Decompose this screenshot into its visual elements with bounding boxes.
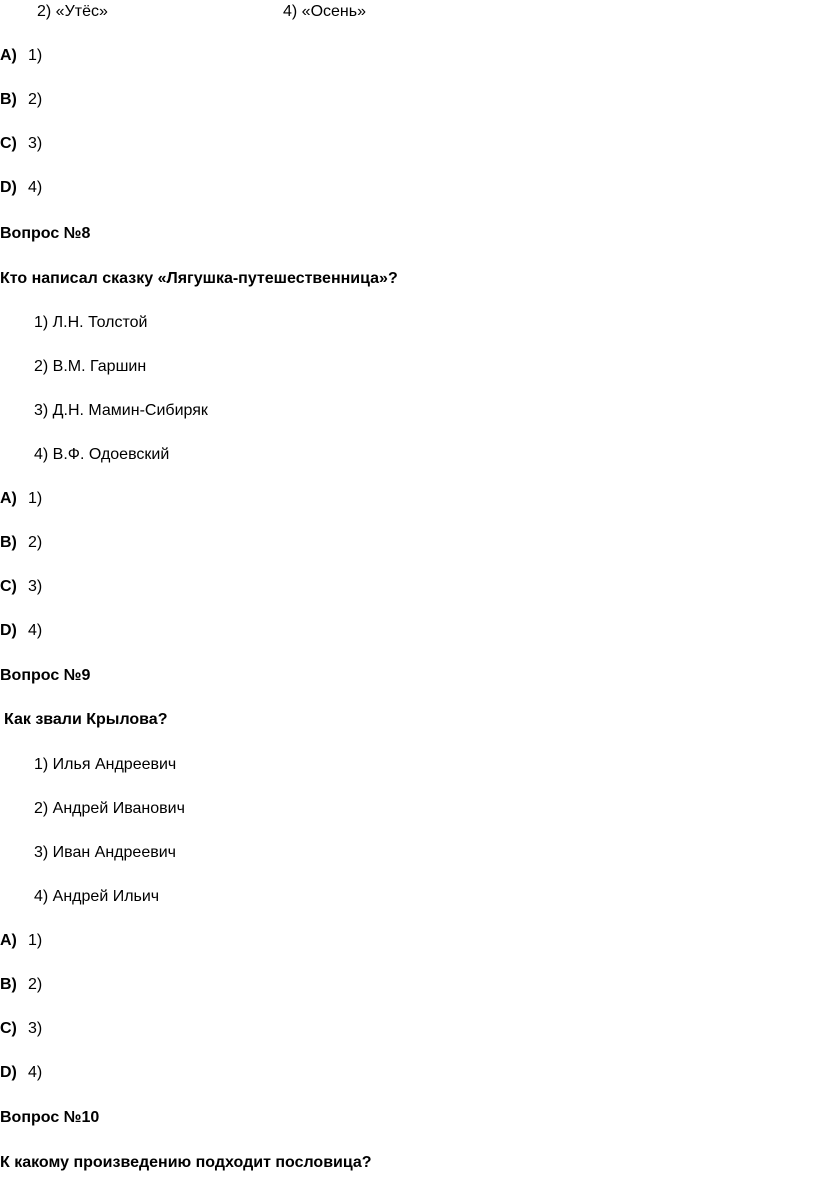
answer-row-c [0,1019,42,1039]
answer-value: 1) [28,47,43,64]
answer-row-d [0,1063,42,1083]
answer-value: 1) [28,490,43,507]
option-item: 4) В.Ф. Одоевский [34,446,170,463]
answer-letter: D) [0,179,17,196]
option-item: 2) В.М. Гаршин [34,358,147,375]
question-title: Вопрос №9 [0,667,91,684]
option-item: 3) Д.Н. Мамин-Сибиряк [34,402,208,419]
answer-row-b [0,975,42,995]
answer-letter: B) [0,91,17,108]
answer-letter: C) [0,578,17,595]
question-text: Кто написал сказку «Лягушка-путешественница»? [0,270,398,287]
option-item: 2) Андрей Иванович [34,800,185,817]
answer-row-c [0,577,42,597]
answer-value: 2) [28,91,43,108]
answer-letter: A) [0,490,17,507]
answer-letter: D) [0,1064,17,1081]
answer-letter: D) [0,622,17,639]
answer-letter: B) [0,534,17,551]
option-item: 1) Илья Андреевич [34,756,177,773]
answer-value: 2) [28,976,43,993]
answer-row-a [0,489,42,509]
answer-row-a [0,931,42,951]
answer-value: 3) [28,1020,43,1037]
answer-letter: A) [0,47,17,64]
answer-value: 4) [28,179,43,196]
option-2-utes: 2) «Утёс» [37,3,108,20]
question-text: Как звали Крылова? [4,711,168,728]
question-title: Вопрос №8 [0,225,91,242]
answer-letter: B) [0,976,17,993]
answer-letter: C) [0,135,17,152]
answer-value: 4) [28,1064,43,1081]
answer-row-b [0,533,42,553]
answer-letter: C) [0,1020,17,1037]
answer-row-d [0,178,42,198]
answer-value: 4) [28,622,43,639]
answer-row-c [0,134,42,154]
answer-letter: A) [0,932,17,949]
option-4-osen: 4) «Осень» [283,3,366,20]
answer-value: 3) [28,135,43,152]
option-item: 1) Л.Н. Толстой [34,314,148,331]
option-item: 3) Иван Андреевич [34,844,176,861]
answer-value: 1) [28,932,43,949]
question-text: К какому произведению подходит пословица? [0,1154,372,1171]
answer-value: 2) [28,534,43,551]
answer-row-a [0,46,42,66]
answer-row-d [0,621,42,641]
answer-value: 3) [28,578,43,595]
answer-row-b [0,90,42,110]
question-title: Вопрос №10 [0,1109,100,1126]
option-item: 4) Андрей Ильич [34,888,160,905]
